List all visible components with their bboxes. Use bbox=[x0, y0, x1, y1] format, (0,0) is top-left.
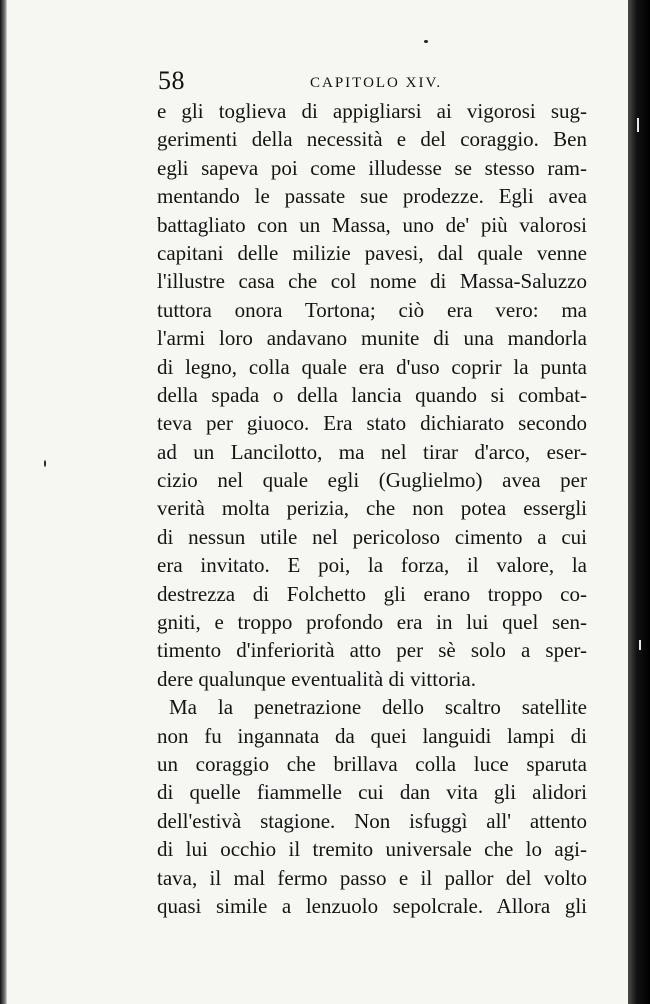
ink-speck bbox=[44, 460, 46, 467]
paragraph-first-line: Ma la penetrazione dello scaltro satellite bbox=[169, 695, 587, 720]
text-line: dere qualunque eventualità di vittoria. bbox=[157, 666, 476, 691]
page-binding-edge bbox=[0, 0, 7, 1004]
page-header bbox=[158, 66, 588, 96]
text-line: verità molta perizia, che non potea essergli bbox=[157, 496, 587, 521]
text-line: battagliato con un Massa, uno de' più valorosi bbox=[157, 212, 587, 237]
text-line: l'armi loro andavano munite di una mandorla bbox=[157, 326, 587, 351]
text-line: un coraggio che brillava colla luce sparuta bbox=[157, 751, 587, 776]
text-line: l'illustre casa che col nome di Massa-Saluzzo bbox=[157, 269, 587, 294]
text-line: dell'estivà stagione. Non isfuggì all' attento bbox=[157, 808, 587, 833]
text-line: della spada o della lancia quando si combat- bbox=[157, 382, 587, 407]
text-line: tuttora onora Tortona; ciò era vero: ma bbox=[157, 297, 587, 322]
text-line: timento d'inferiorità atto per sè solo a sper- bbox=[157, 638, 587, 663]
text-line: teva per giuoco. Era stato dichiarato secondo bbox=[157, 411, 587, 436]
text-line: gniti, e troppo profondo era in lui quel sen- bbox=[157, 610, 587, 635]
text-line: egli sapeva poi come illudesse se stesso ram- bbox=[157, 155, 587, 180]
text-line: quasi simile a lenzuolo sepolcrale. Allora gli bbox=[157, 893, 587, 918]
text-line: destrezza di Folchetto gli erano troppo co- bbox=[157, 581, 587, 606]
text-line: di nessun utile nel pericoloso cimento a cui bbox=[157, 524, 587, 549]
adjacent-page-edge bbox=[628, 0, 650, 1004]
text-line: gerimenti della necessità e del coraggio. Ben bbox=[157, 127, 587, 152]
text-line: e gli toglieva di appigliarsi ai vigorosi sug- bbox=[157, 99, 587, 123]
ink-speck bbox=[424, 40, 428, 43]
text-line: capitani delle milizie pavesi, dal quale venne bbox=[157, 240, 587, 265]
text-line: mentando le passate sue prodezze. Egli avea bbox=[157, 184, 587, 209]
text-line: di legno, colla quale era d'uso coprir la punta bbox=[157, 354, 587, 379]
text-line: tava, il mal fermo passo e il pallor del volto bbox=[157, 865, 587, 890]
body-text bbox=[157, 97, 587, 920]
text-line: ad un Lancilotto, ma nel tirar d'arco, eser- bbox=[157, 439, 587, 464]
edge-highlight bbox=[639, 640, 641, 650]
text-line: di lui occhio il tremito universale che lo agi- bbox=[157, 837, 587, 862]
text-line: era invitato. E poi, la forza, il valore, la bbox=[157, 553, 587, 578]
running-head: CAPITOLO XIV. bbox=[310, 75, 443, 91]
edge-highlight bbox=[637, 118, 639, 132]
page-number: 58 bbox=[158, 66, 185, 95]
text-line: di quelle fiammelle cui dan vita gli alidori bbox=[157, 780, 587, 805]
text-line: cizio nel quale egli (Guglielmo) avea per bbox=[157, 468, 587, 493]
text-line: non fu ingannata da quei languidi lampi di bbox=[157, 723, 587, 748]
